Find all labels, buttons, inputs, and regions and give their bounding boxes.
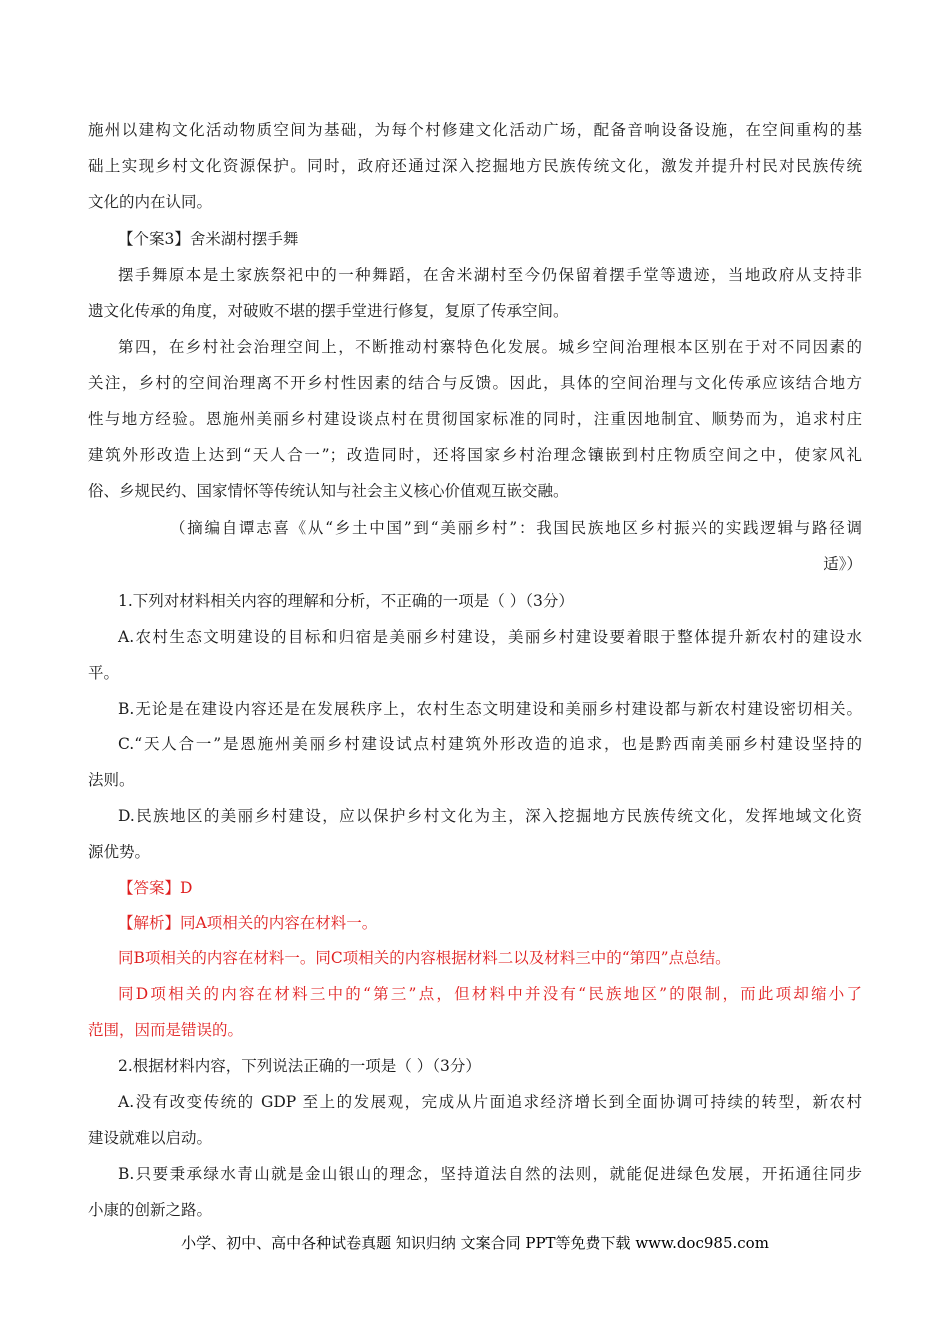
text-line: 础上实现乡村文化资源保护。同时，政府还通过深入挖掘地方民族传统文化，激发并提升村民对民族传统 [88,157,862,175]
option-a-2: A.没有改变传统的 GDP 至上的发展观，完成从片面追求经济增长到全面协调可持续的转型，新农村 [118,1093,862,1111]
option-b-2: B.只要秉承绿水青山就是金山银山的理念，坚持道法自然的法则，就能促进绿色发展，开拓通往同步 [118,1165,862,1183]
option-b-2-cont: 小康的创新之路。 [88,1201,213,1219]
answer-1: 【答案】D [118,879,193,897]
option-c-1: C.“天人合一”是恩施州美丽乡村建设试点村建筑外形改造的追求，也是黔西南美丽乡村建设坚持的 [118,735,862,753]
source-citation-end: 适》） [823,555,862,573]
text-line: 俗、乡规民约、国家情怀等传统认知与社会主义核心价值观互嵌交融。 [88,482,569,500]
text-line: 施州以建构文化活动物质空间为基础，为每个村修建文化活动广场，配备音响设备设施，在空间重构的基 [88,121,862,139]
source-citation: （摘编自谭志喜《从“乡土中国”到“美丽乡村”：我国民族地区乡村振兴的实践逻辑与路径调 [170,519,862,537]
option-a-1: A.农村生态文明建设的目标和归宿是美丽乡村建设，美丽乡村建设要着眼于整体提升新农村的建设水 [118,628,862,646]
option-b-1: B.无论是在建设内容还是在发展秩序上，农村生态文明建设和美丽乡村建设都与新农村建设密切相关。 [118,700,862,718]
text-line: 关注，乡村的空间治理离不开乡村性因素的结合与反馈。因此，具体的空间治理与文化传承应该结合地方 [88,374,862,392]
text-line: 性与地方经验。恩施州美丽乡村建设谈点村在贯彻国家标准的同时，注重因地制宜、顺势而为，追求村庄 [88,410,862,428]
page-footer: 小学、初中、高中各种试卷真题 知识归纳 文案合同 PPT等免费下载 www.doc985.com [181,1234,769,1252]
analysis-1-line4: 范围，因而是错误的。 [88,1021,244,1039]
text-line: 摆手舞原本是土家族祭祀中的一种舞蹈，在舍米湖村至今仍保留着摆手堂等遗迹，当地政府从支持非 [118,266,862,284]
option-a-1-cont: 平。 [88,664,120,682]
text-line: 文化的内在认同。 [88,193,213,211]
option-d-1-cont: 源优势。 [88,843,151,861]
analysis-1-line3: 同D项相关的内容在材料三中的“第三”点，但材料中并没有“民族地区”的限制，而此项却缩小了 [118,985,862,1003]
analysis-1-line2: 同B项相关的内容在材料一。同C项相关的内容根据材料二以及材料三中的“第四”点总结。 [118,949,731,967]
option-d-1: D.民族地区的美丽乡村建设，应以保护乡村文化为主，深入挖掘地方民族传统文化，发挥地域文化资 [118,807,862,825]
question-2: 2.根据材料内容，下列说法正确的一项是（ ）（3分） [118,1057,481,1075]
question-1: 1.下列对材料相关内容的理解和分析，不正确的一项是（ ）（3分） [118,592,574,610]
option-c-1-cont: 法则。 [88,771,135,789]
text-line: 第四，在乡村社会治理空间上，不断推动村寨特色化发展。城乡空间治理根本区别在于对不同因素的 [118,338,862,356]
option-a-2-cont: 建设就难以启动。 [88,1129,213,1147]
case-heading: 【个案3】舍米湖村摆手舞 [118,230,299,248]
analysis-1: 【解析】同A项相关的内容在材料一。 [118,914,378,932]
text-line: 建筑外形改造上达到“天人合一”；改造同时，还将国家乡村治理念镶嵌到村庄物质空间之中，使家风礼 [88,446,862,464]
text-line: 遗文化传承的角度，对破败不堪的摆手堂进行修复，复原了传承空间。 [88,302,569,320]
